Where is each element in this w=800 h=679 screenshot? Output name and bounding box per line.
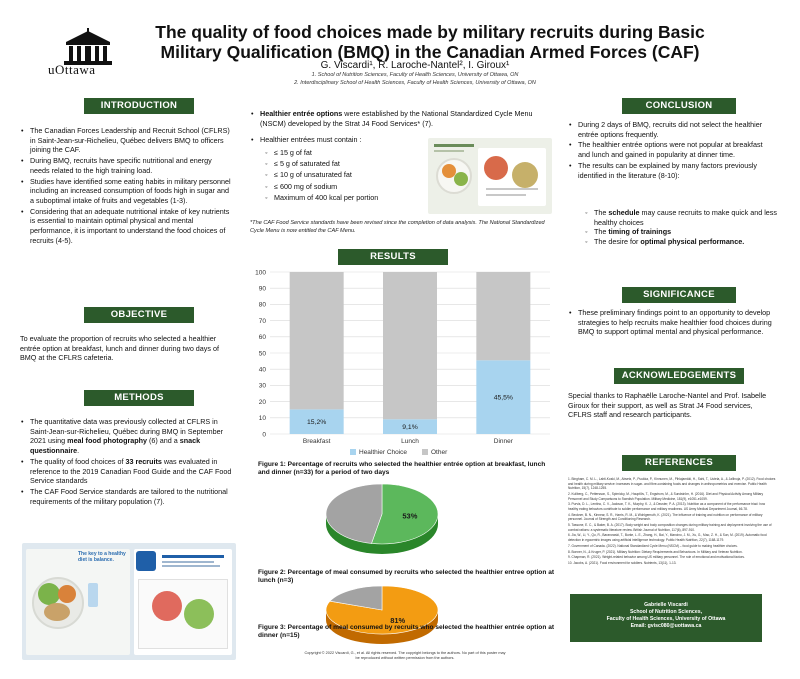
bar-other xyxy=(476,272,530,360)
text: The desire for xyxy=(594,237,641,247)
menu-image xyxy=(428,138,552,214)
list-item: • The healthier entrée options were not popular at breakfast and lunch and gained in popularity at dinner time. xyxy=(568,140,776,159)
text-bold: timing of trainings xyxy=(608,227,672,237)
methods-list xyxy=(20,417,233,507)
criteria-list xyxy=(250,135,425,146)
poster-title: The quality of food choices made by military recruits during Basic Military Qualification (BMQ) in the Canadian Armed Forces (CAF) xyxy=(155,22,705,62)
significance-heading: SIGNIFICANCE xyxy=(622,287,736,303)
figure-3-pie-chart xyxy=(312,570,452,656)
text: may cause recruits to make quick and less healthy choices xyxy=(594,208,777,227)
list-item: • Considering that an adequate nutritional intake of key nutrients is essential to maintain optimal physical and mental performance, it is important to understand the food choices of recruits (4-5). xyxy=(20,207,233,246)
contact-school: School of Nutrition Sciences, xyxy=(629,609,703,615)
y-tick-label: 10 xyxy=(258,415,266,423)
conclusion-sublist xyxy=(584,208,784,247)
objective-text: To evaluate the proportion of recruits who selected a healthier entrée option at breakfast, lunch and dinner during two days of BMQ at the CFLRS cafeteria. xyxy=(20,334,219,363)
affiliation-2: 2. Interdisciplinary School of Health Sciences, Faculty of Health Sciences, University of Ottawa, ON xyxy=(294,79,536,86)
reference-item: 6. Jia, W., Li, Y., Qu, R., Baranowski, T., Burke, L. E., Zhang, H., Bai, Y., Mancino, J. M., Xu, G., Mao, Z. H., & Sun, M. (2019). Automatic food detection in egocentric images using artificial intelligence technology. Public Health Nutrition, 22(7), 1168-1179. xyxy=(568,533,767,543)
x-tick-label: Breakfast xyxy=(302,438,331,445)
y-tick-label: 40 xyxy=(258,366,266,374)
text-bold: Healthier entrée options xyxy=(260,109,343,118)
contact-name: Gabrielle Viscardi xyxy=(644,602,688,608)
figure-1-bar-chart xyxy=(248,264,560,462)
list-item: • During 2 days of BMQ, recruits did not select the healthier entrée options frequently. xyxy=(568,120,776,139)
text: The quality of food choices of xyxy=(30,456,126,466)
poster-affiliations xyxy=(200,72,630,87)
y-tick-label: 50 xyxy=(258,350,266,358)
list-item: • During BMQ, recruits have specific nutritional and energy needs related to the high training load. xyxy=(20,156,233,175)
list-item xyxy=(584,227,784,237)
y-tick-label: 30 xyxy=(258,382,266,390)
copyright-notice xyxy=(270,651,540,661)
bar-other xyxy=(290,272,344,409)
methods-heading: METHODS xyxy=(84,390,194,406)
text-bold: schedule xyxy=(608,208,640,217)
reference-item: 4. Beckner, B. N., Kinnear, S. R., Harris, R. M., & Wohlgemuth, K. (2021). The influence of training and nutrition on performance of military personnel. Journal of Strength and Conditioning Research. xyxy=(568,512,763,522)
list-item: • These preliminary findings point to an opportunity to develop strategies to help recruits make healthier food choices during BMQ to support optimal mental and physical performance. xyxy=(568,308,776,337)
criteria-footnote: *The CAF Food Service standards have been revised since the completion of data analysis. The National Standardized Cycle Menu is now entitled the CAF Menu. xyxy=(250,220,545,234)
list-item: ◦ ≤ 10 g of unsaturated fat xyxy=(264,169,434,180)
x-tick-label: Dinner xyxy=(493,438,513,445)
significance-list xyxy=(568,308,776,338)
reference-item: 8. Bonner, N., & Kruger, P. (2021). Military Nutrition: Dietary Requirements and Behaviours. In Military and Veteran Nutrition. xyxy=(568,549,743,554)
y-tick-label: 100 xyxy=(255,269,266,277)
list-item: ◦ ≤ 15 g of fat xyxy=(264,147,434,158)
list-item: • Healthier entrées must contain : xyxy=(250,135,425,145)
list-item: ◦ Maximum of 400 kcal per portion xyxy=(264,192,434,203)
poster-authors: G. Viscardi¹, R. Laroche-Nantel², I. Giroux¹ xyxy=(320,60,510,71)
text: The xyxy=(594,208,609,217)
university-logo-text: uOttawa xyxy=(48,62,96,77)
reference-item: 1. Bingham, C. M. L., Lahti-Koski, M., Absetz, P., Puukka, P., Kinnunen, M., Pihlajamäki, H., Sahi, T., Uutela, A., & Jallinoja, P. (2012). Food choices and health during military service: increases in sugar- and fibre-containing foods and changes in anthropometrics and exercise. Public Health Nutrition, 15(7), 1248-1255. xyxy=(568,477,776,491)
list-item: • The Canadian Forces Leadership and Recruit School (CFLRS) in Saint-Jean-sur-Richelieu, Québec delivers BMQ to officers joining the CAF. xyxy=(20,126,233,155)
list-item: • The results can be explained by many factors previously identified in the literature (8-10): xyxy=(568,161,776,180)
text: The xyxy=(594,227,609,237)
text: were established by the National Standardized Cycle Menu (NSCM) developed by the Strat J4 Food Services* (7). xyxy=(260,109,533,128)
reference-item: 5. Tassone, E. C., & Baker, B. A. (2017). Body weight and body composition changes during military training and deployment involving the use of combat rations: a systematic literature review. British Journal of Nutrition, 117(6), 897-910. xyxy=(568,523,772,532)
y-tick-label: 80 xyxy=(258,301,266,309)
criteria-sublist xyxy=(264,147,434,203)
text: The quantitative data was previously collected at CFLRS in Saint-Jean-sur-Richelieu, Québec during BMQ in September 2021 using xyxy=(30,417,223,446)
conclusion-list xyxy=(568,120,776,181)
x-tick-label: Lunch xyxy=(401,438,419,445)
objective-heading: OBJECTIVE xyxy=(84,307,194,323)
list-item xyxy=(20,417,233,456)
list-item xyxy=(584,208,784,227)
list-item: ◦ ≤ 5 g of saturated fat xyxy=(264,158,434,169)
conclusion-heading: CONCLUSION xyxy=(622,98,736,114)
legend-swatch xyxy=(422,449,428,455)
list-item: • Studies have identified some eating habits in military personnel including an increased consumption of foods high in sugar and a suboptimal intake of fruits and vegetables (1-3). xyxy=(20,177,233,206)
y-tick-label: 90 xyxy=(258,285,266,293)
affiliation-1: 1. School of Nutrition Sciences, Faculty of Health Sciences, University of Ottawa, ON xyxy=(311,72,519,78)
reference-item: 3. Purvis, D. L., Lentino, C. V., Jackson, T. K., Murphy, K. J., & Deuster, P. A. (2013). Nutrition as a component of the performance triad: how healthy eating behaviors contribute to soldier performance and military readiness. US Army Medical Department Journal, 66-78. xyxy=(568,502,766,511)
references-heading: REFERENCES xyxy=(622,455,736,471)
references-list xyxy=(568,477,776,592)
list-item: ◦ ≤ 600 mg of sodium xyxy=(264,181,434,192)
results-heading: RESULTS xyxy=(338,249,448,265)
legend-label: Other xyxy=(431,449,448,456)
y-tick-label: 70 xyxy=(258,317,266,325)
contact-email[interactable]: Email: gvisc080@uottawa.ca xyxy=(630,623,702,629)
text-bold: optimal physical performance. xyxy=(640,237,745,247)
list-item xyxy=(20,457,233,486)
list-item xyxy=(250,109,550,128)
copyright-line-2: be reproduced without written permission from the authors. xyxy=(355,656,455,660)
legend-label: Healthier Choice xyxy=(359,449,408,456)
acknowledgements-text: Special thanks to Raphaëlle Laroche-Nantel and Prof. Isabelle Giroux for their support, as well as Strat J4 Food services, CFLRS staff and research participants. xyxy=(568,391,767,420)
contact-box xyxy=(570,594,762,642)
contact-faculty: Faculty of Health Sciences, University of Ottawa xyxy=(606,616,726,622)
reference-item: 10. Jacobs, A. (2021). Food environment for soldiers. Nutrients, 13(11), 1-13. xyxy=(568,561,677,566)
text: was evaluated in reference to the 2019 Canadian Food Guide and the CAF Food Service standards xyxy=(30,456,232,486)
copyright-line-1: Copyright © 2022 Viscardi, G., et al. All rights reserved. The copyright belongs to the authors. No part of this poster may xyxy=(304,651,506,655)
text: . xyxy=(77,446,80,456)
introduction-heading: INTRODUCTION xyxy=(84,98,194,114)
reference-item: 9. Chapman, R. (2021). Weight-related behavior among US military personnel. The role of emotional and motivational factors. xyxy=(568,555,745,560)
list-item xyxy=(584,237,784,247)
bar-other xyxy=(383,272,437,419)
figure-2-caption: Figure 2: Percentage of meal consumed by recruits who selected the healthier entree option at lunch (n=3) xyxy=(258,569,555,584)
reference-item: 7. Government of Canada. (2022). National Standardized Cycle Menu (NSCM) – food guide to making healthier choices. xyxy=(568,543,738,548)
figure-1-caption: Figure 1: Percentage of recruits who selected the healthier entrée option at breakfast, lunch and dinner (n=33) for a period of two days xyxy=(258,461,546,476)
y-tick-label: 20 xyxy=(258,398,266,406)
food-guide-image xyxy=(22,543,236,660)
figure-3-caption: Figure 3: Percentage of meal consumed by recruits who selected the healthier entrée option at dinner (n=15) xyxy=(258,624,555,639)
text: (6) and a xyxy=(147,436,180,446)
text-bold: 33 recruits xyxy=(125,456,162,466)
list-item: • The CAF Food Service standards are tailored to the nutritional requirements of the military population (7). xyxy=(20,487,233,506)
y-tick-label: 60 xyxy=(258,334,266,342)
legend-swatch xyxy=(350,449,356,455)
reference-item: 2. Kullberg, C., Pettersson, S., Spirnicky, M., Hauptlöv, T., Engstrom, M., & Sundström, H. (2016). Diet and Physical Activity Among Military Personnel and Study Comparisons to Swedish Population. Military Medicine, 181(9), e1051-e1059. xyxy=(568,491,764,501)
criteria-intro xyxy=(250,109,550,129)
food-guide-tagline: The key to a healthy diet is balance. xyxy=(78,551,126,563)
pie-data-label: 81% xyxy=(390,615,406,625)
figure-2-pie-chart xyxy=(312,478,452,570)
pie-data-label: 53% xyxy=(402,511,418,521)
text-bold: snack questionnaire xyxy=(30,436,201,456)
data-label: 45,5% xyxy=(493,394,513,402)
data-label: 15,2% xyxy=(307,419,327,427)
y-tick-label: 0 xyxy=(262,431,266,439)
acknowledgements-heading: ACKNOWLEDGEMENTS xyxy=(614,368,744,384)
data-label: 9,1% xyxy=(402,424,418,432)
introduction-list xyxy=(20,126,233,246)
text-bold: meal food photography xyxy=(67,436,148,446)
